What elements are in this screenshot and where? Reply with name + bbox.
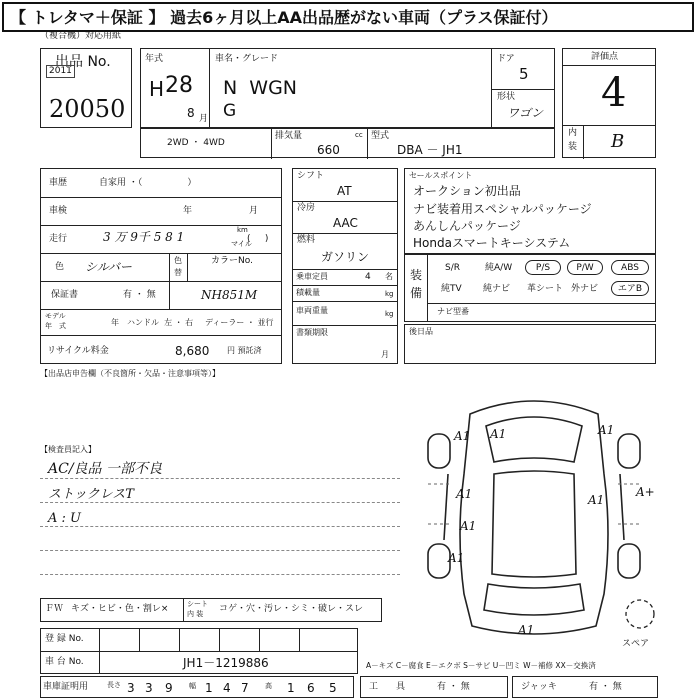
chassis-label: 車 台 No.	[45, 657, 84, 667]
tools-label: 工 具	[369, 682, 406, 692]
height-label: 高	[265, 682, 272, 690]
color-code-value: NH851M	[201, 288, 258, 302]
sales-points-label: セールスポイント	[409, 171, 473, 180]
damage-mark-6: A1	[460, 519, 477, 533]
model-code-value: DBA － JH1	[397, 143, 463, 157]
sales-point-4: Hondaスマートキーシステム	[413, 236, 571, 250]
load-label: 積載量	[296, 288, 320, 297]
year-month-unit: 月	[199, 114, 209, 124]
equip-tv: 純TV	[441, 284, 462, 294]
model-code-label: 型式	[371, 131, 390, 141]
equip-ext-navi: 外ナビ	[571, 284, 599, 294]
registration-label: 登 録 No.	[45, 634, 84, 644]
cert-label: 車庫証明用	[43, 682, 89, 692]
equip-pw: P/W	[567, 260, 603, 275]
seat-label-b: 内 装	[187, 610, 204, 618]
banner-text: 【 トレタマ＋保証 】 過去6ヶ月以上AA出品歴がない車両（プラス保証付）	[10, 8, 558, 27]
mileage-value: 3 万 9千 5 8 1	[103, 230, 185, 244]
recycle-unit: 円 預託済	[227, 346, 262, 355]
details-left	[40, 168, 282, 364]
history-value: 自家用 ・（ ）	[99, 178, 197, 188]
expiry-label: 書類期限	[296, 328, 328, 337]
fuel-label: 燃料	[297, 235, 316, 245]
mileage-label: 走行	[49, 234, 68, 244]
damage-mark-9: A+	[636, 485, 655, 499]
equipment	[404, 254, 656, 322]
year-value: 28	[165, 73, 193, 98]
damage-mark-8: A1	[518, 623, 535, 637]
height-1: 1	[287, 681, 295, 695]
year-era: H	[149, 77, 165, 101]
warranty-value: 有 ・ 無	[123, 290, 156, 300]
length-1: 3	[127, 681, 135, 695]
sales-point-1: オークション初出品	[413, 184, 521, 198]
ac-label: 冷房	[297, 203, 316, 213]
length-3: 9	[165, 681, 173, 695]
load-unit: kg	[385, 290, 394, 298]
spec-row	[140, 128, 555, 158]
color-value: シルバー	[85, 260, 132, 274]
displacement-value: 660	[317, 143, 340, 157]
model-year-year: 年	[111, 318, 119, 327]
equip-leather: 革シート	[527, 284, 564, 294]
equip-aw: 純A/W	[485, 263, 513, 273]
car-damage-diagram	[408, 384, 660, 646]
model-year-label-b: 年 式	[45, 322, 66, 330]
damage-mark-2: A1	[490, 427, 507, 441]
inspection-label: 車検	[49, 206, 68, 216]
capacity-label: 乗車定員	[296, 272, 328, 281]
length-label: 長さ	[107, 681, 121, 689]
width-3: 7	[241, 681, 249, 695]
damage-mark-7: A1	[448, 551, 465, 565]
weight-label: 車両重量	[296, 306, 328, 315]
score-box	[562, 48, 656, 158]
seat-label-a: シート	[187, 600, 208, 608]
after-label: 後日品	[409, 327, 433, 336]
damage-mark-1: A1	[454, 429, 471, 443]
capacity-unit: 名	[385, 272, 393, 281]
equip-sr: S/R	[445, 263, 460, 273]
seat-items: コゲ・穴・汚レ・シミ・破レ・スレ	[219, 604, 364, 614]
color-change-b: 替	[174, 268, 182, 277]
drive: 2WD ・ 4WD	[167, 138, 225, 148]
warranty-label: 保証書	[51, 290, 79, 300]
lot-label: 出品 No.	[55, 54, 111, 70]
damage-mark-4: A1	[456, 487, 473, 501]
equipment-label-b: 備	[410, 286, 423, 300]
recycle-value: 8,680	[175, 344, 210, 358]
garage-cert-row	[40, 676, 354, 698]
fw-label: ＦＷ	[45, 604, 64, 614]
interior-label-a: 内	[568, 128, 578, 138]
width-label: 幅	[189, 682, 196, 690]
subheader: （複合機）対応用紙	[40, 31, 122, 41]
interior-value: B	[611, 131, 625, 152]
interior-row	[40, 598, 382, 622]
shape-label: 形状	[497, 92, 516, 102]
tools-box	[360, 676, 508, 698]
height-2: 6	[307, 681, 315, 695]
model-label: 車名・グレード	[215, 54, 279, 64]
shift-label: シフト	[297, 171, 325, 181]
doors-value: 5	[519, 65, 529, 83]
model-year-label-a: モデル	[45, 312, 66, 320]
model-name: N WGN	[223, 77, 298, 99]
color-label: 色	[55, 262, 65, 272]
lot-number: 20050	[49, 95, 126, 123]
shape-value: ワゴン	[507, 106, 544, 120]
weight-unit: kg	[385, 310, 394, 318]
recycle-label: リサイクル料金	[47, 346, 109, 356]
score-value: 4	[601, 70, 627, 116]
lot-stamp: 2011	[46, 65, 75, 78]
ac-value: AAC	[333, 216, 358, 230]
model-year-handle: ハンドル 左 ・ 右	[127, 318, 194, 327]
damage-legend: A－キズ C－腐食 E－エクボ S－サビ U－凹ミ W－補修 XX－交換済	[366, 661, 596, 670]
inspection-year: 年	[183, 206, 193, 216]
model-year-dealer: ディーラー ・ 並行	[205, 318, 274, 327]
equip-navi: 純ナビ	[483, 284, 511, 294]
sales-point-3: あんしんパッケージ	[413, 219, 521, 233]
width-2: 4	[223, 681, 231, 695]
chassis-value: JH1－1219886	[183, 656, 269, 670]
model-grade: G	[223, 101, 237, 121]
shift-value: AT	[337, 184, 352, 198]
inspector-lines	[40, 456, 400, 596]
history-label: 車歴	[49, 178, 68, 188]
width-1: 1	[205, 681, 213, 695]
damage-mark-3: A1	[598, 423, 615, 437]
mileage-unit-mile: マイル	[231, 240, 252, 248]
main-header	[140, 48, 555, 128]
mileage-paren: ( )	[247, 234, 269, 244]
doors-label: ドア	[497, 54, 515, 64]
height-3: 5	[329, 681, 337, 695]
registration-row	[40, 628, 358, 674]
jack-label: ジャッキ	[521, 682, 557, 692]
interior-label-b: 装	[568, 142, 578, 152]
sales-points	[404, 168, 656, 254]
color-change-a: 色	[174, 256, 182, 265]
fw-items: キズ・ヒビ・色・割レ×	[71, 604, 169, 614]
length-2: 3	[145, 681, 153, 695]
sales-point-2: ナビ装着用スペシャルパッケージ	[413, 202, 592, 216]
tools-value: 有 ・ 無	[437, 682, 470, 692]
navi-model-label: ナビ型番	[437, 307, 469, 316]
year-label: 年式	[145, 54, 164, 64]
color-code-label: カラーNo.	[211, 256, 253, 266]
equip-abs: ABS	[611, 260, 649, 275]
inspector-note-1: AC/良品 一部不良	[48, 461, 162, 477]
jack-value: 有 ・ 無	[589, 682, 622, 692]
equipment-label-a: 装	[410, 268, 423, 282]
inspector-note-2: ストックレスT	[48, 487, 134, 502]
displacement-label: 排気量	[275, 131, 303, 141]
banner	[2, 2, 694, 32]
lot-box	[40, 48, 132, 128]
details-middle	[292, 168, 398, 364]
expiry-unit: 月	[381, 350, 389, 359]
report-label: 【出品店申告欄（不良箇所・欠品・注意事項等）】	[40, 369, 220, 378]
mileage-unit-km: km	[237, 226, 248, 234]
damage-mark-5: A1	[588, 493, 605, 507]
displacement-unit: cc	[355, 131, 363, 139]
score-label: 評価点	[591, 52, 619, 62]
after-items	[404, 324, 656, 364]
capacity-value: 4	[365, 272, 371, 282]
equip-airbag: エアB	[611, 281, 649, 296]
inspection-month: 月	[249, 206, 259, 216]
year-month: 8	[187, 106, 195, 120]
fuel-value: ガソリン	[321, 250, 370, 264]
inspector-label: 【検査員記入】	[40, 445, 96, 454]
spare-label: スペア	[622, 639, 650, 649]
jack-box	[512, 676, 658, 698]
equip-ps: P/S	[525, 260, 561, 275]
inspector-note-3: A : U	[48, 511, 81, 526]
